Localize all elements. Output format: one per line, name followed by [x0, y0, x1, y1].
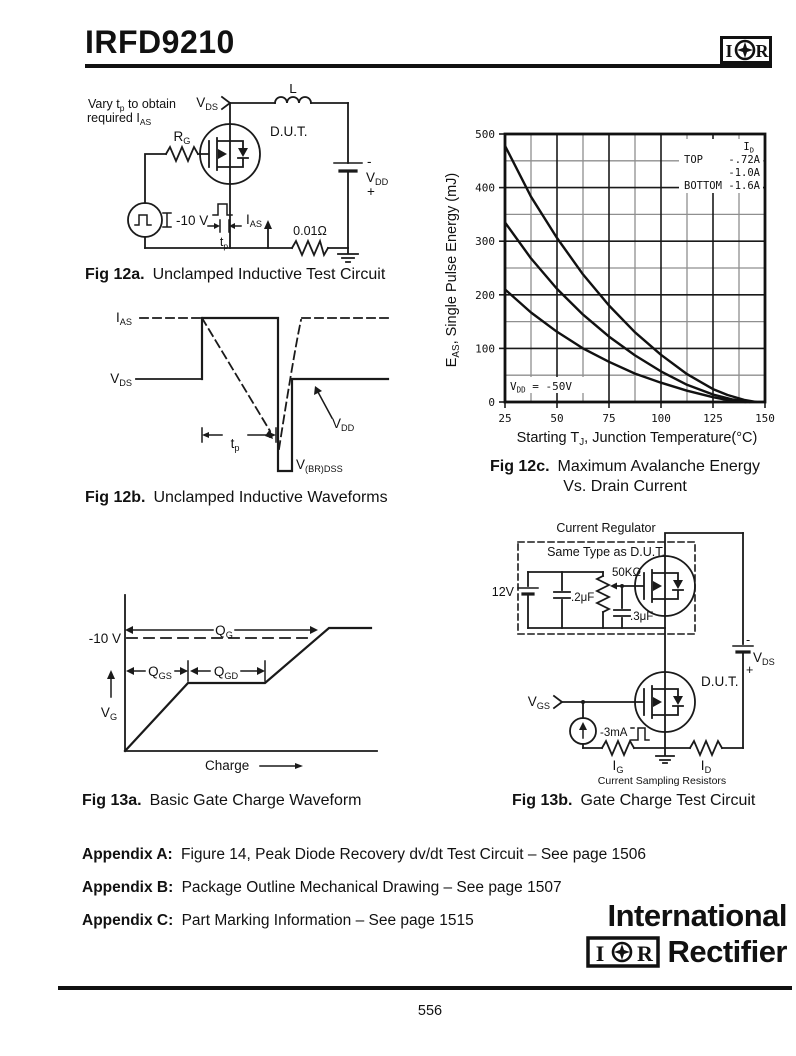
page-title: IRFD9210 [85, 24, 235, 60]
brand-line1: International [607, 898, 787, 933]
y-axis-label: $E_{AS}$, Single Pulse Energy (mJ) [444, 172, 462, 368]
fig13a-caption: Fig 13a. Basic Gate Charge Waveform [82, 792, 362, 809]
tick-label: 200 [475, 288, 495, 302]
page-number: 556 [417, 1003, 443, 1019]
legend-row2-value: -1.0A [728, 167, 760, 179]
fig13a-minus10-label: -10 V [88, 631, 121, 646]
tick-label: 100 [475, 342, 495, 356]
legend-row3-value: -1.6A [728, 180, 760, 192]
footer-rule [58, 986, 792, 990]
tick-label: 25 [498, 412, 512, 425]
tick-label: 300 [475, 235, 495, 249]
fig13b-12v-label: 12V [491, 585, 514, 599]
fig12a-minus-label: - [367, 154, 372, 169]
fig12b-waveform [70, 296, 400, 486]
fig13b-caption: Fig 13b. Gate Charge Test Circuit [512, 792, 756, 809]
ior-logo-letter-i: I [596, 941, 605, 966]
fig12a-caption: Fig 12a. Unclamped Inductive Test Circuit [85, 266, 386, 283]
x-axis-label: Starting $T_J$, Junction Temperature(°C) [516, 430, 758, 448]
tick-label: 150 [755, 412, 775, 425]
chart-legend [679, 139, 763, 193]
fig13a-traces [107, 595, 377, 769]
fig12a-schematic [70, 84, 400, 264]
fig13b-minus-label: - [746, 633, 751, 647]
fig13a-qg-label: $Q_G$ [215, 623, 233, 640]
fig13b-vgs-label: $V_{GS}$ [527, 694, 550, 711]
fig13b-vds-label: $V_{DS}$ [753, 650, 775, 667]
fig12a-rg-label: $R_G$ [173, 129, 191, 146]
fig13a-waveform [75, 583, 405, 795]
chart-annotation [507, 377, 595, 395]
fig12b-traces [136, 318, 388, 471]
fig13b-id-label: $I_D$ [700, 758, 712, 775]
fig12b-tp-label: $t_p$ [230, 436, 240, 453]
tick-label: 50 [550, 412, 564, 425]
fig13b-ig-label: $I_G$ [612, 758, 624, 775]
fig13b-cap2-label: .3μF [630, 611, 654, 623]
fig12a-dut-label: D.U.T. [270, 124, 308, 139]
appendix-b: Appendix B: Package Outline Mechanical Drawing – See page 1507 [82, 879, 562, 896]
fig12a-vdd-label: $V_{DD}$ [366, 170, 389, 187]
ior-logo-letter-r: R [637, 941, 654, 966]
fig13a-qgs-label: $Q_{GS}$ [148, 664, 172, 681]
legend-row3-label: BOTTOM [684, 180, 722, 192]
appendix-c: Appendix C: Part Marking Information – See page 1515 [82, 912, 474, 929]
legend-row1-label: TOP [684, 154, 703, 166]
ior-logo-small [720, 36, 772, 64]
fig12b-caption: Fig 12b. Unclamped Inductive Waveforms [85, 489, 388, 506]
tick-label: 125 [703, 412, 723, 425]
fig13b-reg-title: Current Regulator [556, 521, 656, 535]
ior-logo-large [586, 936, 660, 968]
ior-logo-letter-i: I [725, 41, 733, 61]
title-rule [85, 64, 772, 68]
tick-label: 75 [602, 412, 616, 425]
fig12b-vbrdss-label: $V_{(BR)DSS}$ [296, 457, 343, 474]
tick-label: 500 [475, 128, 495, 141]
tick-label: 100 [651, 412, 671, 425]
fig13b-schematic [440, 512, 796, 794]
fig13a-qgd-label: $Q_{GD}$ [213, 664, 239, 681]
fig12b-vds-label: $V_{DS}$ [110, 371, 132, 388]
tick-label: 400 [475, 181, 495, 195]
brand-line2: Rectifier [667, 934, 787, 969]
fig12b-vdd-label: $V_{DD}$ [332, 416, 355, 433]
fig12a-vds-label: $V_{DS}$ [196, 95, 218, 112]
fig13b-pot-label: 50KΩ [612, 567, 642, 579]
tick-label: 0 [488, 396, 495, 409]
fig13b-reg-subtitle: Same Type as D.U.T. [547, 545, 665, 559]
brand-block [555, 898, 787, 970]
legend-header: $I_D$ [743, 141, 754, 155]
fig12a-ias-label: $I_{AS}$ [245, 212, 262, 229]
fig12a-note-line2: required $I_{AS}$ [87, 111, 152, 127]
fig13b-dut-label: D.U.T. [701, 674, 739, 689]
fig12c-chart [440, 112, 796, 452]
fig13b-cap1-label: .2μF [571, 592, 595, 604]
fig13b-plus-label: + [746, 663, 754, 677]
fig13b-isrc-label: -3mA [600, 727, 628, 739]
fig13b-csr-label: Current Sampling Resistors [597, 775, 727, 787]
fig12b-ias-label: $I_{AS}$ [115, 310, 132, 327]
legend-row1-value: -.72A [728, 154, 760, 166]
fig12a-shunt-label: 0.01Ω [293, 224, 327, 238]
ior-logo-letter-r: R [755, 41, 769, 61]
fig12a-note-line1: Vary $t_p$ to obtain [88, 97, 176, 113]
fig12a-plus-label: + [367, 184, 375, 199]
fig12a-inductor-label: L [289, 84, 297, 96]
fig12a-pulse-level-label: -10 V [176, 213, 209, 228]
fig13a-vg-label: $V_G$ [100, 705, 118, 722]
appendix-a: Appendix A: Figure 14, Peak Diode Recovery dv/dt Test Circuit – See page 1506 [82, 846, 646, 863]
brand-line2-row [555, 934, 787, 970]
fig13a-charge-label: Charge [205, 758, 250, 773]
fig12c-caption: Fig 12c. Maximum Avalanche Energy Vs. Drain Current [489, 458, 761, 495]
fig12a-tp-label: $t_p$ [219, 235, 229, 251]
vdd-annotation: $V_{DD} = -50V$ [510, 380, 572, 395]
